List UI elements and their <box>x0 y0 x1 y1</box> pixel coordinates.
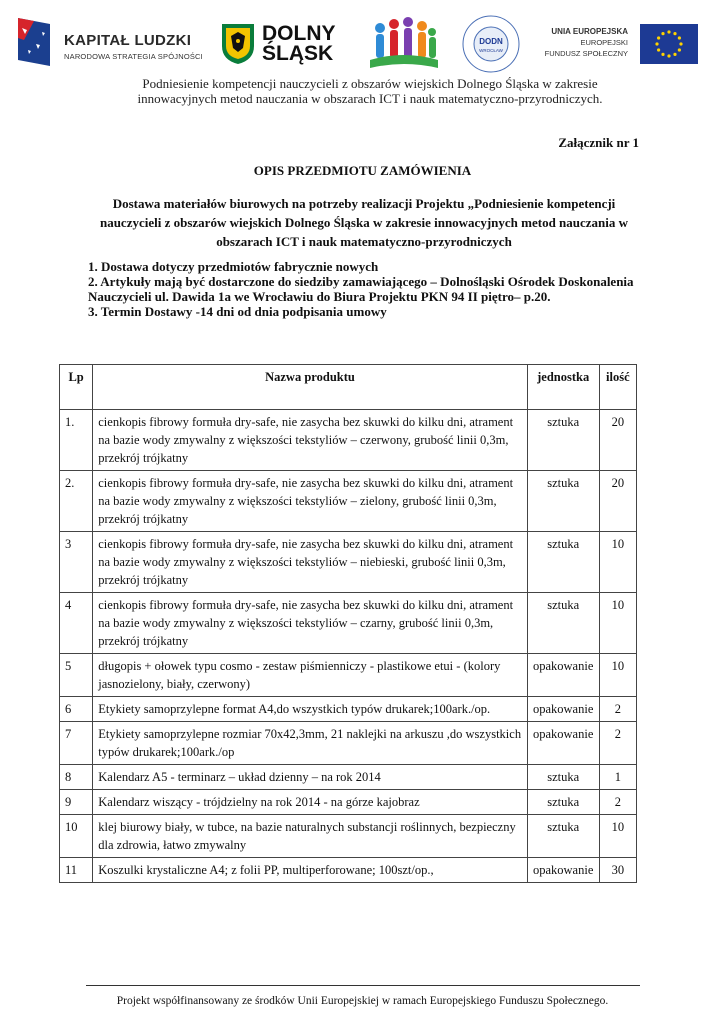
table-row <box>60 593 637 654</box>
cell-name: cienkopis fibrowy formuła dry-safe, nie zasycha bez skuwki do kilku dni, atrament na bazie wody zmywalny z większości tekstyliów – zielony, grubość linii 0,3m, przekrój trójkatny <box>93 471 527 532</box>
cell-lp: 7 <box>60 722 93 765</box>
cell-qty: 10 <box>599 815 636 858</box>
table-row <box>60 765 637 790</box>
cell-lp: 8 <box>60 765 93 790</box>
term-item: 2. Artykuły mają być dostarczone do siedziby zamawiającego – Dolnośląski Ośrodek Doskonalenia Nauczycieli ul. Dawida 1a we Wrocławiu do Biura Projektu PKN 94 II piętro– p.20. <box>88 274 634 304</box>
table-row <box>60 790 637 815</box>
project-subtitle-line1: Podniesienie kompetencji nauczycieli z obszarów wiejskich Dolnego Śląska w zakresie <box>142 76 598 91</box>
cell-unit: sztuka <box>527 815 599 858</box>
cell-name: Kalendarz wiszący - trójdzielny na rok 2014 - na górze kajobraz <box>93 790 527 815</box>
footer-divider <box>86 985 640 986</box>
header-unit: jednostka <box>527 365 599 410</box>
cell-unit: sztuka <box>527 410 599 471</box>
cell-qty: 1 <box>599 765 636 790</box>
dolny-slask-text <box>262 24 336 64</box>
table-row <box>60 815 637 858</box>
attachment-label: Załącznik nr 1 <box>558 135 639 150</box>
kapital-ludzki-logo <box>14 14 214 74</box>
cell-lp: 3 <box>60 532 93 593</box>
dodn-seal-logo-icon <box>461 14 521 74</box>
term-item: 3. Termin Dostawy -14 dni od dnia podpisania umowy <box>88 304 387 319</box>
eu-main-text: UNIA EUROPEJSKA <box>551 27 628 36</box>
table-row <box>60 722 637 765</box>
cell-name: Koszulki krystaliczne A4; z folii PP, multiperforowane; 100szt/op., <box>93 858 527 883</box>
cell-lp: 6 <box>60 697 93 722</box>
eu-star-icon <box>678 48 681 51</box>
cell-qty: 2 <box>599 790 636 815</box>
document-header <box>0 0 725 110</box>
cell-qty: 2 <box>599 697 636 722</box>
eu-star-icon <box>657 36 660 39</box>
dolny-slask-crest-icon <box>220 22 256 66</box>
eu-star-icon <box>657 48 660 51</box>
cell-qty: 10 <box>599 532 636 593</box>
cell-name: klej biurowy biały, w tubce, na bazie naturalnych substancji roślinnych, bezpieczny dla zdrowia, łatwo zmywalny <box>93 815 527 858</box>
table-row <box>60 471 637 532</box>
cell-qty: 20 <box>599 410 636 471</box>
cell-unit: opakowanie <box>527 722 599 765</box>
eu-star-icon <box>667 30 670 33</box>
document-title: OPIS PRZEDMIOTU ZAMÓWIENIA <box>253 163 472 178</box>
table-header-row <box>60 365 637 410</box>
table-row <box>60 654 637 697</box>
kapital-ludzki-flag-icon <box>14 14 54 70</box>
cell-unit: opakowanie <box>527 697 599 722</box>
cell-name: Etykiety samoprzylepne rozmiar 70x42,3mm, 21 naklejki na arkuszu ,do wszystkich typów drukarek;100ark./op <box>93 722 527 765</box>
eu-line2-text: EUROPEJSKI <box>580 38 628 47</box>
dolny-slask-line2: ŚLĄSK <box>262 42 334 65</box>
eu-star-icon <box>679 42 682 45</box>
cell-unit: sztuka <box>527 790 599 815</box>
delivery-terms <box>88 259 648 319</box>
cell-unit: opakowanie <box>527 858 599 883</box>
cell-lp: 1. <box>60 410 93 471</box>
cell-unit: sztuka <box>527 593 599 654</box>
cell-lp: 11 <box>60 858 93 883</box>
footer-text: Projekt współfinansowany ze środków Unii Europejskiej w ramach Europejskiego Funduszu Społecznego. <box>116 995 609 1007</box>
eu-star-icon <box>673 53 676 56</box>
project-subtitle <box>90 76 650 106</box>
cell-lp: 10 <box>60 815 93 858</box>
project-subtitle-line2: innowacyjnych metod nauczania w obszarach ICT i nauk matematyczno-przyrodniczych. <box>137 91 603 106</box>
header-lp: Lp <box>60 365 93 410</box>
cell-qty: 20 <box>599 471 636 532</box>
kapital-ludzki-subtitle: NARODOWA STRATEGIA SPÓJNOŚCI <box>64 52 203 61</box>
eu-flag-icon <box>640 24 698 64</box>
cell-unit: sztuka <box>527 471 599 532</box>
header-name: Nazwa produktu <box>93 365 527 410</box>
cell-name: cienkopis fibrowy formuła dry-safe, nie zasycha bez skuwki do kilku dni, atrament na bazie wody zmywalny z większości tekstyliów – czarny, grubość linii 0,3m, przekrój trójkatny <box>93 593 527 654</box>
dodn-city-text: WROCŁAW <box>479 48 503 53</box>
people-group-logo-icon <box>366 14 442 72</box>
cell-unit: sztuka <box>527 532 599 593</box>
cell-qty: 2 <box>599 722 636 765</box>
cell-qty: 30 <box>599 858 636 883</box>
eu-star-icon <box>661 53 664 56</box>
cell-lp: 4 <box>60 593 93 654</box>
cell-unit: opakowanie <box>527 654 599 697</box>
eu-star-icon <box>667 54 670 57</box>
cell-name: cienkopis fibrowy formuła dry-safe, nie zasycha bez skuwki do kilku dni, atrament na bazie wody zmywalny z większości tekstyliów – niebieski, grubość linii 0,3m, przekrój trójkatny <box>93 532 527 593</box>
eu-star-icon <box>655 42 658 45</box>
eu-efs-logo <box>540 24 720 64</box>
eu-star-icon <box>678 36 681 39</box>
header-qty: ilość <box>599 365 636 410</box>
table-row <box>60 532 637 593</box>
cell-qty: 10 <box>599 654 636 697</box>
table-row <box>60 858 637 883</box>
table-row <box>60 697 637 722</box>
eu-line3-text: FUNDUSZ SPOŁECZNY <box>544 49 628 58</box>
cell-name: Kalendarz A5 - terminarz – układ dzienny – na rok 2014 <box>93 765 527 790</box>
cell-name: długopis + ołowek typu cosmo - zestaw piśmienniczy - plastikowe etui - (kolory jasnozielony, biały, czerwony) <box>93 654 527 697</box>
document-intro: Dostawa materiałów biurowych na potrzeby realizacji Projektu „Podniesienie kompetencji nauczycieli z obszarów wiejskich Dolnego Śląska w zakresie innowacyjnych metod nauczania w obszarach ICT i nauk matematyczno-przyrodniczych <box>99 196 629 249</box>
kapital-ludzki-title: KAPITAŁ LUDZKI <box>64 32 192 49</box>
dolny-slask-logo <box>220 22 340 70</box>
dolny-slask-line1: DOLNY <box>262 22 336 45</box>
cell-lp: 2. <box>60 471 93 532</box>
cell-name: cienkopis fibrowy formuła dry-safe, nie zasycha bez skuwki do kilku dni, atrament na bazie wody zmywalny z większości tekstyliów – czerwony, grubość linii 0,3m, przekrój trójkatny <box>93 410 527 471</box>
table-row <box>60 410 637 471</box>
dodn-center-text: DODN <box>479 37 503 46</box>
eu-efs-text <box>545 26 628 59</box>
cell-name: Etykiety samoprzylepne format A4,do wszystkich typów drukarek;100ark./op. <box>93 697 527 722</box>
products-table <box>59 364 637 883</box>
cell-lp: 5 <box>60 654 93 697</box>
cell-qty: 10 <box>599 593 636 654</box>
cell-lp: 9 <box>60 790 93 815</box>
eu-star-icon <box>673 32 676 35</box>
eu-star-icon <box>661 32 664 35</box>
cell-unit: sztuka <box>527 765 599 790</box>
term-item: 1. Dostawa dotyczy przedmiotów fabrycznie nowych <box>88 259 379 274</box>
